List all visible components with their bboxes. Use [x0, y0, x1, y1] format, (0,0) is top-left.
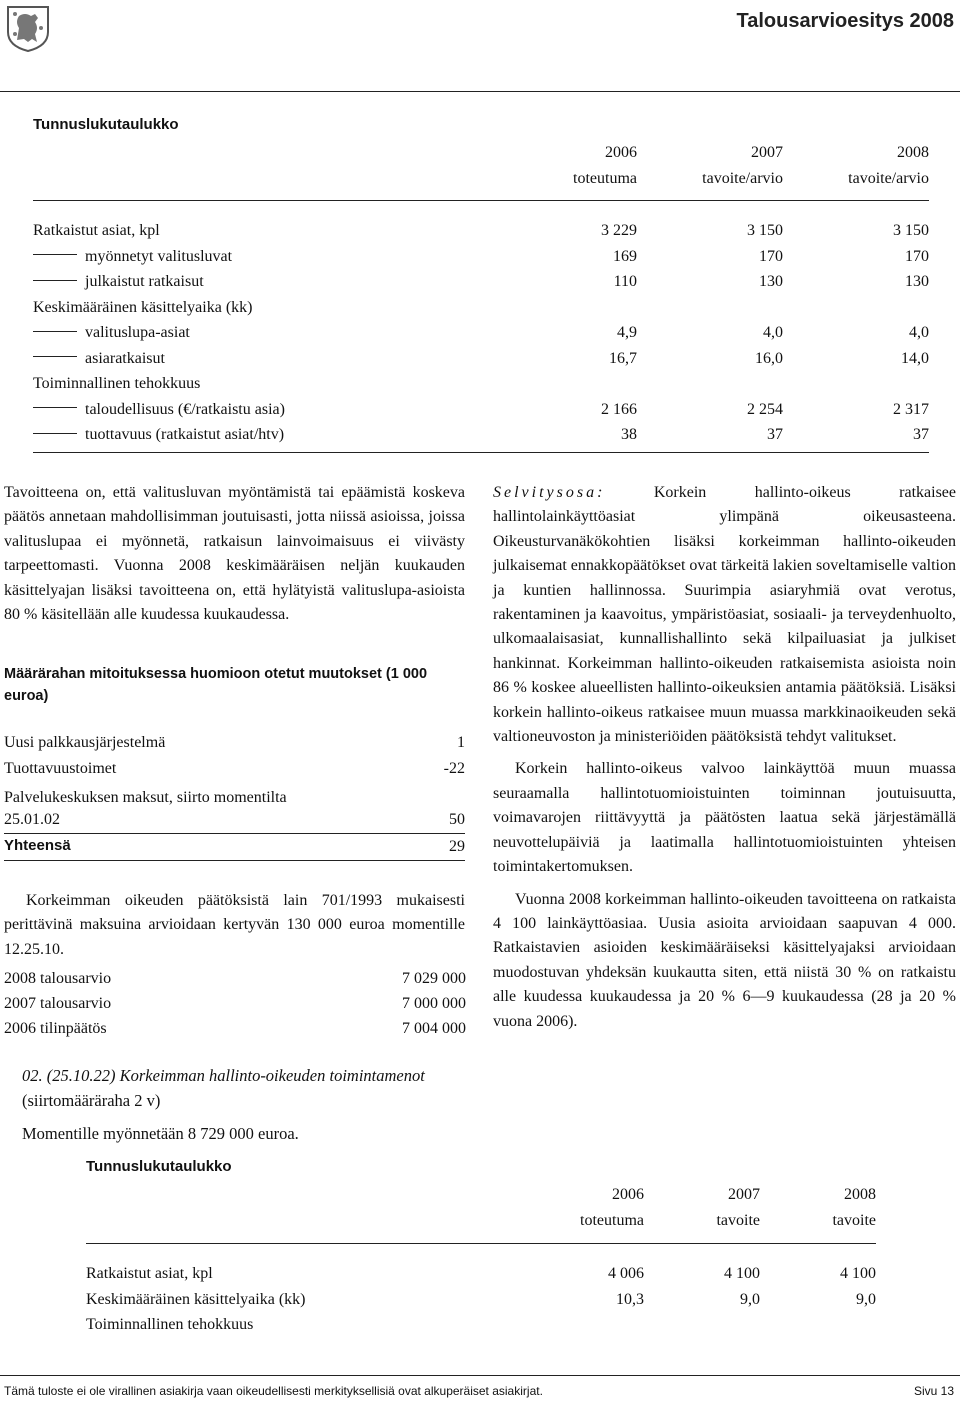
change-label: Palvelukeskuksen maksut, siirto momentilta — [4, 789, 287, 806]
table-row — [33, 248, 929, 274]
table-row — [86, 1291, 876, 1317]
overview-paragraph — [493, 481, 956, 749]
changes-heading: Määrärahan mitoituksessa huomioon otetut muutokset (1 000 euroa) — [4, 666, 428, 704]
table1-col-year: 2007 — [751, 144, 783, 161]
change-value: -22 — [443, 760, 465, 777]
budget-value: 7 004 000 — [402, 1020, 466, 1037]
table1-header-rule — [33, 200, 929, 201]
row-label-text: asiaratkaisut — [85, 349, 165, 367]
fees-paragraph: Korkeimman oikeuden päätöksistä lain 701/1993 mukaisesti perittävinä maksuina arvioidaan kertyvän 130 000 euroa momentille 12.25.10. — [4, 892, 465, 958]
table-row — [33, 350, 929, 376]
row-value — [644, 1316, 760, 1342]
row-value: 4,0 — [909, 324, 929, 341]
change-label: Tuottavuustoimet — [4, 760, 117, 777]
changes-bottom-rule — [4, 860, 465, 861]
row-value: 2 166 — [601, 400, 637, 418]
budget-value: 7 029 000 — [402, 970, 466, 987]
row-value: 110 — [613, 273, 637, 290]
table2-label-row — [86, 1212, 876, 1238]
table2-col-year: 2006 — [612, 1186, 644, 1203]
table2-col-label: tavoite — [832, 1211, 876, 1229]
table-row — [86, 1316, 876, 1342]
row-label-text: Keskimääräinen käsittelyaika (kk) — [33, 298, 253, 316]
em-dash-marker — [33, 254, 77, 255]
row-value: 3 150 — [747, 222, 783, 239]
row-value: 14,0 — [901, 349, 929, 367]
table1-body — [33, 222, 929, 452]
row-value: 130 — [905, 273, 929, 290]
changes-table — [4, 734, 465, 786]
row-label — [33, 426, 485, 452]
changes-total-value: 29 — [449, 838, 465, 855]
goal-paragraph: Tavoitteena on, että valitusluvan myöntämistä tai epäämistä koskeva päätös annetaan mahdollisimman joutuisasti, jotta niissä asioissa, joissa valituslupaa ei myönnetä, ratkaisun lainvoimaisuus ei viivästy tarpeettomasti. Vuonna 2008 keskimääräisen neljän kuukauden käsittelyajan lisäksi tavoitteena on, että hylätyistä valituslupa-asioista 80 % käsitellään alle kuudessa kuukaudessa. — [4, 484, 465, 624]
row-label — [33, 350, 485, 376]
row-label: Toiminnallinen tehokkuus — [86, 1316, 254, 1333]
change-value: 1 — [457, 734, 465, 751]
em-dash-marker — [33, 433, 77, 434]
header-rule — [0, 91, 960, 92]
row-value: 9,0 — [856, 1290, 876, 1308]
row-value: 130 — [759, 273, 783, 290]
row-value: 170 — [905, 247, 929, 265]
change-label: 25.01.02 — [4, 811, 60, 828]
table1-col-label: toteutuma — [573, 169, 637, 187]
table-row — [4, 995, 466, 1020]
table2-col-label: tavoite — [716, 1211, 760, 1229]
changes-total-rule — [4, 833, 465, 834]
table1-col-label: tavoite/arvio — [702, 169, 783, 187]
item-heading — [22, 1064, 462, 1113]
selvitysosa-label: Selvitysosa: — [493, 484, 606, 501]
row-value: 170 — [759, 247, 783, 265]
row-value: 169 — [613, 247, 637, 265]
row-label-text: taloudellisuus (€/ratkaistu asia) — [85, 400, 285, 418]
row-value — [485, 299, 637, 325]
row-value: 9,0 — [740, 1290, 760, 1308]
table1-label-row — [33, 170, 929, 196]
item-heading-title: 02. (25.10.22) Korkeimman hallinto-oikeuden toimintamenot — [22, 1066, 425, 1085]
table-row — [4, 760, 465, 786]
table2-header-rule — [86, 1243, 876, 1244]
item-heading-type: (siirtomääräraha 2 v) — [22, 1090, 161, 1110]
left-column — [4, 481, 465, 627]
table1-col-year: 2008 — [897, 144, 929, 161]
table1-year-row — [33, 144, 929, 170]
row-value — [637, 299, 783, 325]
table1-title: Tunnuslukutaulukko — [33, 116, 179, 133]
row-value: 16,0 — [755, 349, 783, 367]
row-label — [33, 222, 485, 248]
em-dash-marker — [33, 280, 77, 281]
row-label — [33, 401, 485, 427]
row-label-text: tuottavuus (ratkaistut asiat/htv) — [85, 426, 285, 443]
table-row — [33, 426, 929, 452]
row-label — [33, 324, 485, 350]
row-value — [637, 375, 783, 401]
budget-label: 2007 talousarvio — [4, 995, 112, 1012]
budget-value: 7 000 000 — [402, 995, 466, 1012]
footer-disclaimer: Tämä tuloste ei ole virallinen asiakirja vaan oikeudellisesti merkityksellisiä ovat alkuperäiset asiakirjat. — [4, 1384, 543, 1398]
row-label — [33, 299, 485, 325]
row-value — [783, 375, 929, 401]
row-label: Keskimääräinen käsittelyaika (kk) — [86, 1290, 306, 1308]
table-row — [33, 222, 929, 248]
row-value: 4 100 — [840, 1265, 876, 1282]
row-value — [783, 299, 929, 325]
row-value: 3 150 — [893, 222, 929, 239]
table2-body — [86, 1265, 876, 1342]
table-row — [33, 273, 929, 299]
row-label — [33, 375, 485, 401]
table2-title: Tunnuslukutaulukko — [86, 1158, 232, 1175]
budget-label: 2008 talousarvio — [4, 970, 112, 987]
change-label: Uusi palkkausjärjestelmä — [4, 734, 166, 751]
em-dash-marker — [33, 407, 77, 408]
table2-col-year: 2008 — [844, 1186, 876, 1203]
target-paragraph: Vuonna 2008 korkeimman hallinto-oikeuden tavoitteena on ratkaista 4 100 lainkäyttöasiaa. Uusia asioita arvioidaan saapuvan 4 000. Ratkaistavien asioiden keskimääräiseksi käsittelyajaksi arvioidaan muodostuvan yhdeksän kuukautta siten, että niistä 30 % on ratkaistu alle kuudessa kuukaudessa ja 20 % 6—9 kuukaudessa (28 ja 20 % vuona 2006). — [493, 890, 956, 1030]
table2-col-label: toteutuma — [580, 1211, 644, 1229]
overview-text: Korkein hallinto-oikeus ratkaisee hallintolainkäyttöasiat ylimpänä oikeusasteena. Oikeusturvanäkökohtien lisäksi korkeimman hallinto-oikeuden julkaisemat ennakkopäätökset ovat tärkeitä lakien soveltamiselle valtion ja kuntien hallinnossa. Suurimpia asiaryhmiä ovat verotus, rakentaminen ja kaavoitus, ympäristöasiat, sosiaali- ja terveydenhuolto, ulkomaalaisasiat, kunnallishallinto sekä kilpailuasiat ja julkiset hankinnat. Korkeimman hallinto-oikeuden ratkaisemista asioista noin 86 % koskee alueellisten hallinto-oikeuksien antamia päätöksiä. Lisäksi korkein hallinto-oikeus ratkaisee muun muassa markkinaoikeuden sekä valtioneuvoston ja ministeriöiden päätöksistä tehdyt valitukset. — [493, 484, 956, 746]
row-value: 10,3 — [616, 1290, 644, 1308]
document-header-title: Talousarvioesitys 2008 — [736, 10, 954, 32]
row-value: 4 100 — [724, 1265, 760, 1282]
row-label — [33, 273, 485, 299]
fees-block — [4, 889, 465, 962]
row-value: 4,9 — [617, 324, 637, 341]
table2 — [86, 1186, 876, 1237]
table1-col-year: 2006 — [605, 144, 637, 161]
table2-year-row — [86, 1186, 876, 1212]
appropriation-text: Momentille myönnetään 8 729 000 euroa. — [22, 1124, 299, 1143]
row-label: Ratkaistut asiat, kpl — [86, 1265, 213, 1282]
row-value: 2 254 — [747, 400, 783, 418]
changes-total-label: Yhteensä — [4, 837, 71, 854]
change-value: 50 — [449, 811, 465, 828]
row-label — [33, 248, 485, 274]
table-row — [86, 1265, 876, 1291]
table-row — [4, 734, 465, 760]
row-value — [544, 1316, 644, 1342]
row-value — [760, 1316, 876, 1342]
em-dash-marker — [33, 356, 77, 357]
table1-col-label: tavoite/arvio — [848, 169, 929, 187]
row-value: 38 — [621, 426, 637, 443]
table-row — [4, 1020, 466, 1045]
lion-coat-of-arms-icon — [5, 4, 51, 52]
page-number: Sivu 13 — [913, 1384, 954, 1398]
row-value: 2 317 — [893, 400, 929, 418]
table-row — [33, 375, 929, 401]
row-label-text: Ratkaistut asiat, kpl — [33, 222, 160, 239]
row-value: 3 229 — [601, 222, 637, 239]
row-value: 4,0 — [763, 324, 783, 341]
right-column — [493, 481, 956, 1034]
table-row — [33, 299, 929, 325]
row-label-text: Toiminnallinen tehokkuus — [33, 375, 201, 392]
table2-col-year: 2007 — [728, 1186, 760, 1203]
row-label-text: julkaistut ratkaisut — [85, 273, 204, 290]
footer-rule — [0, 1375, 960, 1376]
table-row — [33, 324, 929, 350]
supervision-paragraph: Korkein hallinto-oikeus valvoo lainkäyttöä muun muassa seuraamalla hallintotuomioistuinten toiminnan joutuisuutta, voimavarojen riittävyyttä ja päätösten laatua sekä järjestämällä neuvottelupäiviä ja laatimalla hallintotuomioistuinten yhteisen toimintakertomuksen. — [493, 760, 956, 876]
budget-table — [4, 970, 466, 1045]
row-value — [485, 375, 637, 401]
table-row — [4, 970, 466, 995]
row-label-text: myönnetyt valitusluvat — [85, 247, 233, 265]
budget-label: 2006 tilinpäätös — [4, 1020, 107, 1037]
em-dash-marker — [33, 331, 77, 332]
table-row — [33, 401, 929, 427]
table1 — [33, 144, 929, 195]
row-value: 37 — [767, 426, 783, 443]
row-value: 4 006 — [608, 1265, 644, 1282]
row-label-text: valituslupa-asiat — [85, 324, 190, 341]
row-value: 16,7 — [609, 349, 637, 367]
table1-bottom-rule — [33, 452, 929, 453]
row-value: 37 — [913, 426, 929, 443]
